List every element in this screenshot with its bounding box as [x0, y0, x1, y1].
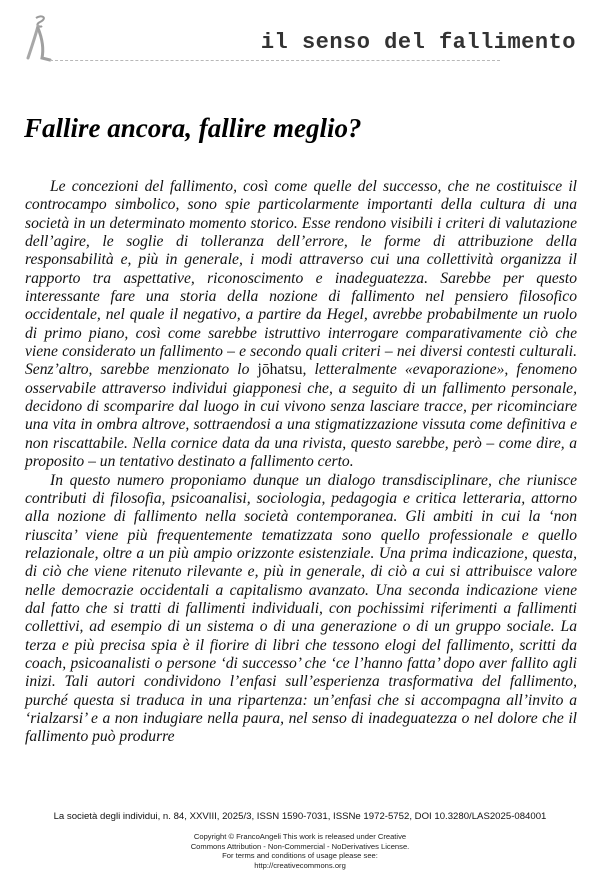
paragraph-2: In questo numero proponiamo dunque un dialogo transdisciplinare, che riunisce contributi di filosofia, psicoanalisi, sociologia, pedagogia e critica letteraria, attorno alla nozione di fallimento nella società contemporanea. Gli ambiti in cui la ‘non riuscita’ viene più frequentemente tematizzata sono quello professionale e quello relazionale, oltre a un più ampio orizzonte esistenziale. Una prima indicazione, questa, di ciò che viene ritenuto rilevante e, più in generale, di ciò a cui si attribuisce valore nelle democrazie occidentali a capitalismo avanzato. Una seconda indicazione viene dal fatto che si tratti di fallimenti individuali, con pochissimi riferimenti a fallimenti collettivi, ad esempio di un sistema o di una generazione o di un gruppo sociale. La terza e più precisa spia è il fiorire di libri che tessono elogi del fallimento, scritti da coach, psicoanalisti o persone ‘di successo’ che ‘ce l’hanno fatta’ dopo aver fallito agli inizi. Tali autori condividono l’enfasi sull’esperienza trasformativa del fallimento, purché questa si traduca in una ripartenza: un’enfasi che si accompagna all’invito a ‘rialzarsi’ e a non indugiare nella paura, nel senso di inadeguatezza o nel dolore che il fallimento può produrre	[25, 471, 577, 746]
license-notice	[0, 832, 600, 870]
paragraph-1	[25, 178, 577, 472]
running-header	[0, 0, 600, 70]
citation-footer: La società degli individui, n. 84, XXVIII, 2025/3, ISSN 1590-7031, ISSNe 1972-5752, DOI 10.3280/LAS2025-084001	[53, 811, 547, 822]
article-body	[25, 178, 577, 747]
paragraph-1-part2: , letteralmente «evaporazione», fenomeno osservabile attraverso individui giapponesi che, a seguito di un fallimento personale, decidono di scomparire dal luogo in cui vivono senza lasciare tracce, per ricominciare una vita in ombra altrove, sottraendosi a una stigmatizzazione vissuta come definitiva e non riscattabile. Nella cornice data da una rivista, questo sarebbe, però – come dire, a proposito – un tentativo destinato a fallimento certo.	[25, 361, 578, 471]
paragraph-1-part1: Le concezioni del fallimento, così come quelle del successo, che ne costituisce il controcampo simbolico, sono spie particolarmente importanti della cultura di una società in un determinato momento storico. Esse rendono visibili i criteri di valutazione dell’agire, le soglie di tolleranza dell’errore, le forme di attribuzione della responsabilità e, più in generale, i modi attraverso cui una collettività organizza il rapporto tra aspettative, riconoscimento e inadeguatezza. Sarebbe per questo interessante fare una storia della nozione di fallimento nel pensiero filosofico occidentale, nel quale il negativo, a partire da Hegel, avrebbe probabilmente un ruolo di primo piano, così come sarebbe istruttivo interrogare comparativamente ciò che viene considerato un fallimento – e secondo quali criteri – nei diversi contesti culturali. Senz’altro, sarebbe menzionato lo	[25, 178, 577, 379]
license-link[interactable]: http://creativecommons.org	[254, 860, 346, 870]
header-dotted-rule	[50, 60, 500, 61]
walking-figure-logo-icon	[22, 14, 58, 64]
license-line: For terms and conditions of usage please see:	[222, 851, 378, 861]
section-title: il senso del fallimento	[260, 30, 576, 55]
article-title: Fallire ancora, fallire meglio?	[24, 113, 362, 143]
license-line: Commons Attribution - Non-Commercial - NoDerivatives License.	[190, 841, 410, 851]
term-johatsu: jōhatsu	[257, 361, 303, 379]
license-line: Copyright © FrancoAngeli This work is released under Creative	[193, 832, 407, 841]
